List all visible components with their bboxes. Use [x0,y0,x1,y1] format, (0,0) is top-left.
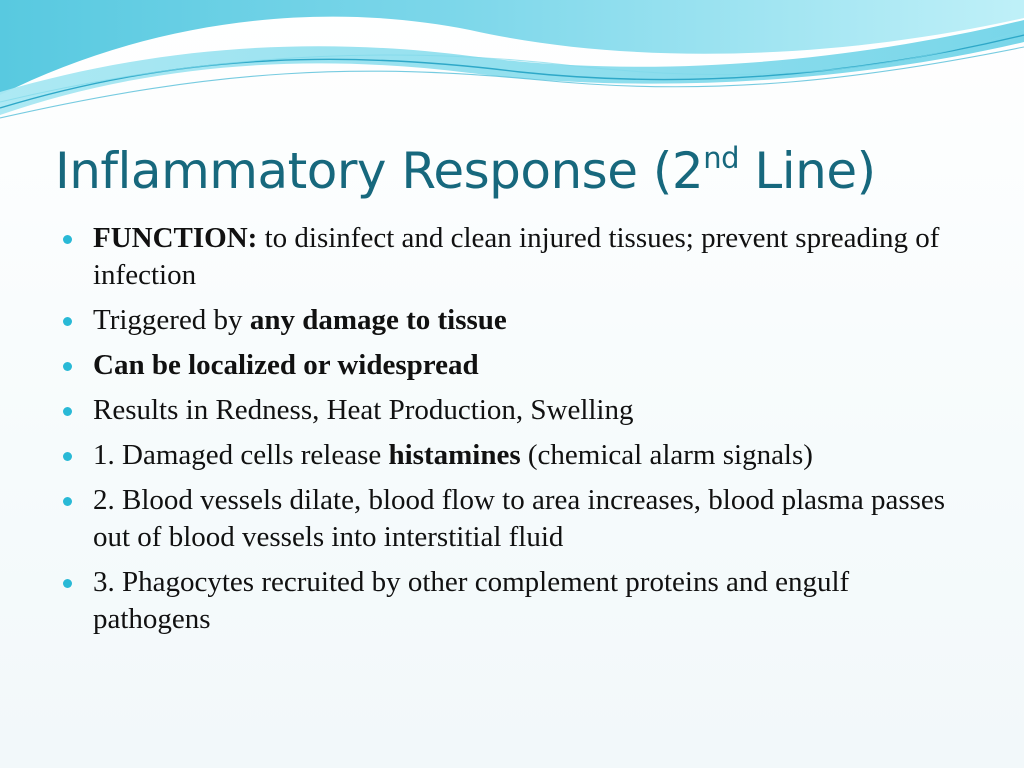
bullet-icon [63,579,72,588]
bullet-text: Results in Redness, Heat Production, Swelling [93,394,634,426]
bullet-text: to disinfect and clean injured tissues; prevent spreading of infection [93,222,940,291]
bullet-item-results [62,392,972,429]
bullet-item-function [62,220,972,294]
bullet-icon [63,452,72,461]
title-tail: Line) [739,142,876,200]
bullet-bold-text: FUNCTION: [93,222,258,254]
slide-title [55,136,876,206]
bullet-icon [63,362,72,371]
bullet-icon [63,235,72,244]
title-superscript: nd [703,141,740,176]
bullet-bold-text: histamines [388,439,521,471]
bullet-item-localized [62,347,972,384]
bullet-text: 3. Phagocytes recruited by other complement proteins and engulf pathogens [93,566,850,635]
bullet-bold-text: any damage to tissue [249,304,507,336]
bullet-tail-text: (chemical alarm signals) [520,439,813,471]
wave-shape-top [0,0,1024,95]
decorative-wave-banner [0,0,1024,130]
bullet-item-histamines [62,437,972,474]
bullet-text: 1. Damaged cells release [93,439,389,471]
bullet-bold-text: Can be localized or widespread [93,349,479,381]
bullet-icon [63,497,72,506]
bullet-icon [63,407,72,416]
bullet-item-blood-vessels [62,482,972,556]
bullet-item-trigger [62,302,972,339]
bullet-icon [63,317,72,326]
bullet-item-phagocytes [62,564,972,638]
title-main: Inflammatory Response (2 [55,142,704,200]
bullet-text: Triggered by [93,304,250,336]
bullet-text: 2. Blood vessels dilate, blood flow to area increases, blood plasma passes out of blood vessels into interstitial fluid [93,484,946,553]
bullet-list [62,220,972,646]
